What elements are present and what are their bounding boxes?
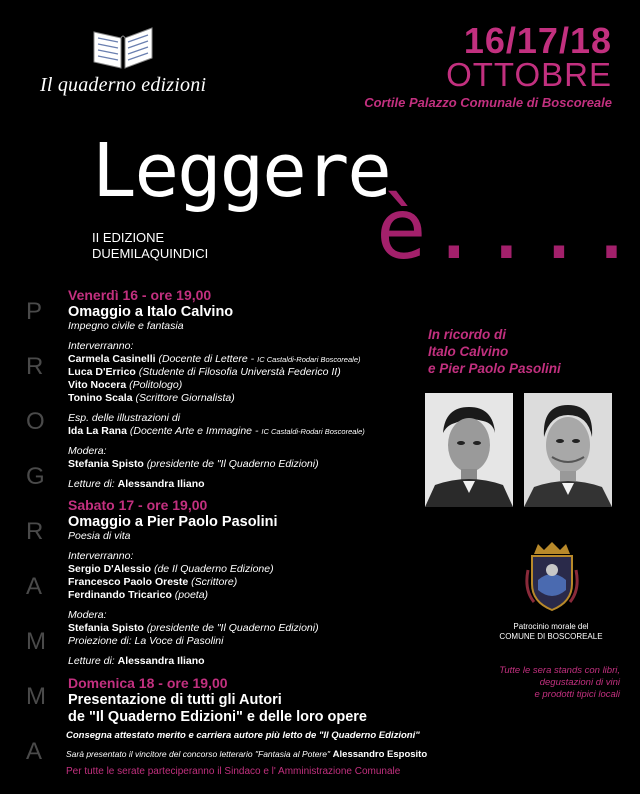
patronage-text: [496, 622, 606, 642]
stands-note: [460, 665, 620, 701]
event-title-line-1: Presentazione di tutti gli Autori: [68, 692, 282, 708]
pasolini-portrait: [425, 393, 513, 507]
edition-line-1: II EDIZIONE: [92, 230, 165, 245]
memorial-text: [428, 326, 561, 377]
moderator-label: Modera:: [68, 609, 107, 621]
patronage-line-1: Patrocinio morale del: [513, 622, 589, 631]
stands-line-3: e prodotti tipici locali: [534, 689, 620, 700]
speaker-name: Francesco Paolo Oreste: [68, 576, 189, 588]
contest-winner: Alessandro Esposito: [332, 749, 428, 760]
exhibition-label: Esp. delle illustrazioni di: [68, 412, 181, 424]
vertical-letter: R: [26, 518, 44, 545]
speaker-role: (Scrittore Giornalista): [135, 392, 235, 404]
stands-line-2: degustazioni di vini: [539, 677, 620, 688]
moderator-role: (presidente de "Il Quaderno Edizioni): [146, 622, 319, 634]
speaker-name: Sergio D'Alessio: [68, 563, 152, 575]
speaker-name: Ferdinando Tricarico: [68, 589, 172, 601]
speaker-school: IC Castaldi-Rodari Boscoreale): [257, 355, 361, 364]
event-title: Omaggio a Italo Calvino: [68, 304, 234, 320]
reader-name: Alessandra Iliano: [117, 655, 205, 667]
event-venue: Cortile Palazzo Comunale di Boscoreale: [364, 95, 612, 110]
day-heading: Sabato 17 - ore 19,00: [68, 497, 208, 513]
speakers-label: Interverranno:: [68, 340, 134, 352]
vertical-letter: R: [26, 353, 44, 380]
memorial-line-2: Italo Calvino: [428, 344, 509, 359]
illustrator-role: (Docente Arte e Immagine -: [129, 425, 259, 437]
speaker-name: Vito Nocera: [68, 379, 127, 391]
contest-text: Sarà presentato il vincitore del concorso letterario "Fantasia al Potere": [66, 749, 331, 759]
poster-title-accent: è....: [376, 180, 639, 278]
closing-line: Per tutte le serate parteciperanno il Sindaco e l' Amministrazione Comunale: [66, 766, 401, 777]
portrait-illustration-icon: [524, 393, 612, 507]
speaker-role: (de Il Quaderno Edizione): [153, 563, 274, 575]
moderator-name: Stefania Spisto: [68, 622, 144, 634]
moderator-label: Modera:: [68, 445, 107, 457]
poster-title: Leggere: [92, 128, 390, 214]
edition-label: [92, 230, 208, 262]
coat-of-arms-icon: [524, 540, 580, 614]
vertical-letter: O: [26, 408, 45, 435]
memorial-line-1: In ricordo di: [428, 327, 507, 342]
event-month: OTTOBRE: [446, 56, 612, 93]
speaker-role: (Politologo): [129, 379, 183, 391]
event-title: Omaggio a Pier Paolo Pasolini: [68, 514, 278, 530]
day-heading: Domenica 18 - ore 19,00: [68, 675, 228, 691]
speaker-role: (Docente di Lettere -: [158, 353, 255, 365]
speakers-label: Interverranno:: [68, 550, 134, 562]
reader-name: Alessandra Iliano: [117, 478, 205, 490]
publisher-logo-text: Il quaderno edizioni: [40, 74, 207, 96]
vertical-letter: G: [26, 463, 45, 490]
portrait-illustration-icon: [425, 393, 513, 507]
vertical-letter: A: [26, 738, 43, 765]
program-day-3: [68, 675, 528, 726]
moderator-role: (presidente de "Il Quaderno Edizioni): [146, 458, 319, 470]
patronage-line-2: COMUNE DI BOSCOREALE: [499, 632, 603, 641]
contest-line: [66, 749, 427, 760]
moderator-name: Stefania Spisto: [68, 458, 144, 470]
book-logo-icon: [88, 22, 158, 72]
speaker-role: (poeta): [174, 589, 209, 601]
vertical-letter: A: [26, 573, 43, 600]
vertical-letter: M: [26, 683, 46, 710]
stands-line-1: Tutte le sera stands con libri,: [499, 665, 620, 676]
vertical-letter: M: [26, 628, 46, 655]
speaker-role: (Scrittore): [191, 576, 238, 588]
event-subtitle: Impegno civile e fantasia: [68, 320, 184, 332]
day-heading: Venerdì 16 - ore 19,00: [68, 287, 212, 303]
event-subtitle: Poesia di vita: [68, 530, 131, 542]
projection-line: Proiezione di: La Voce di Pasolini: [68, 635, 224, 647]
program-day-2: [68, 497, 428, 668]
speaker-role: (Studente di Filosofia Universtà Federico II): [138, 366, 341, 378]
event-dates: 16/17/18: [463, 20, 612, 61]
speaker-name: Luca D'Errico: [68, 366, 136, 378]
calvino-portrait: [524, 393, 612, 507]
reading-label: Letture di:: [68, 478, 115, 490]
edition-line-2: DUEMILAQUINDICI: [92, 246, 209, 261]
speaker-name: Carmela Casinelli: [68, 353, 156, 365]
memorial-line-3: e Pier Paolo Pasolini: [428, 361, 561, 376]
illustrator-school: IC Castaldi-Rodari Boscoreale): [261, 427, 365, 436]
illustrator-name: Ida La Rana: [68, 425, 127, 437]
vertical-letter: P: [26, 298, 43, 325]
award-line: Consegna attestato merito e carriera autore più letto de "Il Quaderno Edizioni": [66, 730, 420, 741]
speaker-name: Tonino Scala: [68, 392, 133, 404]
event-title-line-2: de "Il Quaderno Edizioni" e delle loro opere: [68, 709, 367, 725]
program-day-1: [68, 287, 428, 491]
reading-label: Letture di:: [68, 655, 115, 667]
